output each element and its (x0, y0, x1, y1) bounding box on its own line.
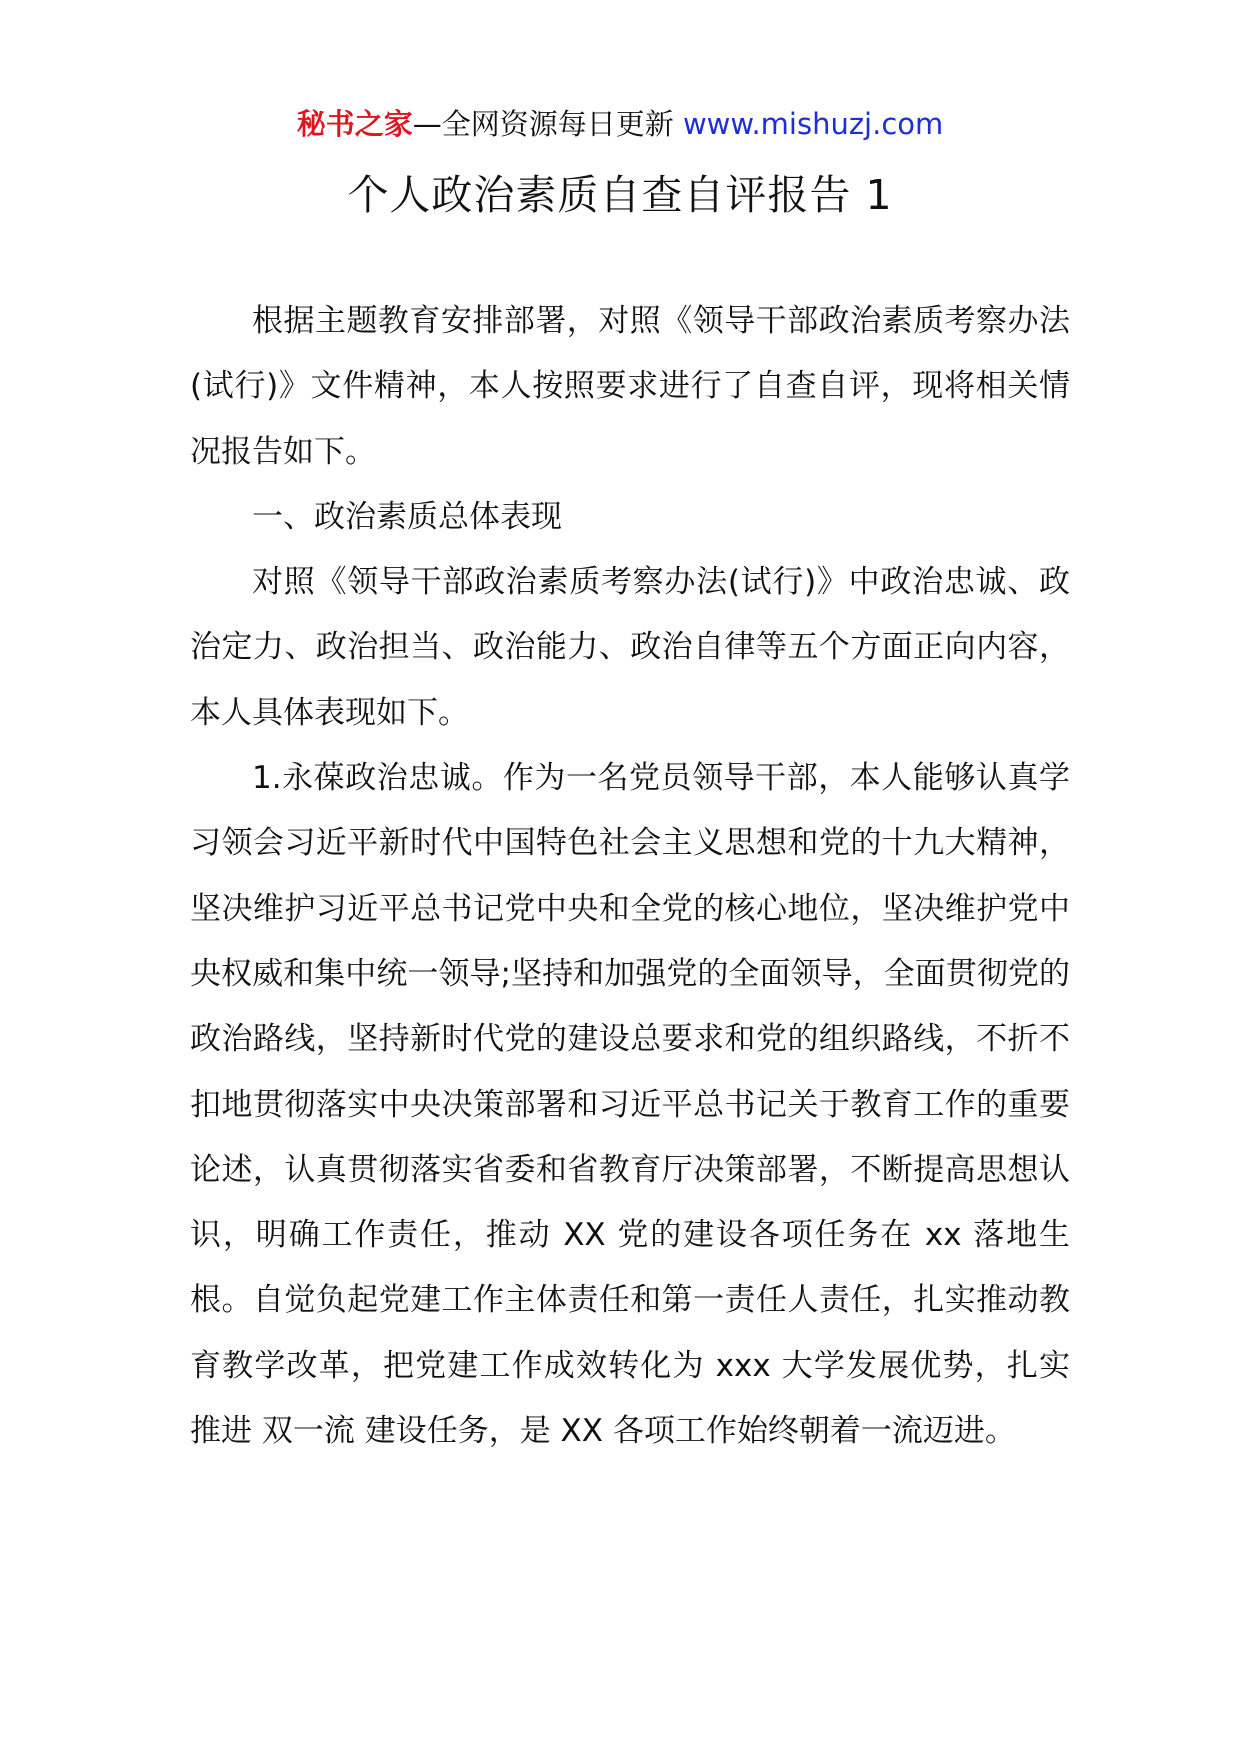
site-header (0, 104, 1240, 144)
body-paragraph: 对照《领导干部政治素质考察办法(试行)》中政治忠诚、政治定力、政治担当、政治能力、政治自律等五个方面正向内容，本人具体表现如下。 (190, 564, 1070, 731)
document-title: 个人政治素质自查自评报告 1 (347, 171, 893, 219)
section-heading: 一、政治素质总体表现 (252, 498, 562, 535)
header-slogan: —全网资源每日更新 (412, 107, 683, 141)
intro-paragraph: 根据主题教育安排部署，对照《领导干部政治素质考察办法(试行)》文件精神，本人按照要求进行了自查自评，现将相关情况报告如下。 (190, 303, 1070, 470)
document-body (190, 289, 1070, 1464)
brand-name: 秘书之家 (296, 107, 413, 141)
site-url-link[interactable]: www.mishuzj.com (682, 107, 944, 141)
body-paragraph: 1.永葆政治忠诚。作为一名党员领导干部，本人能够认真学习领会习近平新时代中国特色社会主义思想和党的十九大精神，坚决维护习近平总书记党中央和全党的核心地位，坚决维护党中央权威和集中统一领导;坚持和加强党的全面领导，全面贯彻党的政治路线，坚持新时代党的建设总要求和党的组织路线，不折不扣地贯彻落实中央决策部署和习近平总书记关于教育工作的重要论述，认真贯彻落实省委和省教育厅决策部署，不断提高思想认识，明确工作责任，推动 XX 党的建设各项任务在 xx 落地生根。自觉负起党建工作主体责任和第一责任人责任，扎实推动教育教学改革，把党建工作成效转化为 xxx 大学发展优势，扎实推进 双一流 建设任务，是 XX 各项工作始终朝着一流迈进。 (190, 760, 1070, 1450)
